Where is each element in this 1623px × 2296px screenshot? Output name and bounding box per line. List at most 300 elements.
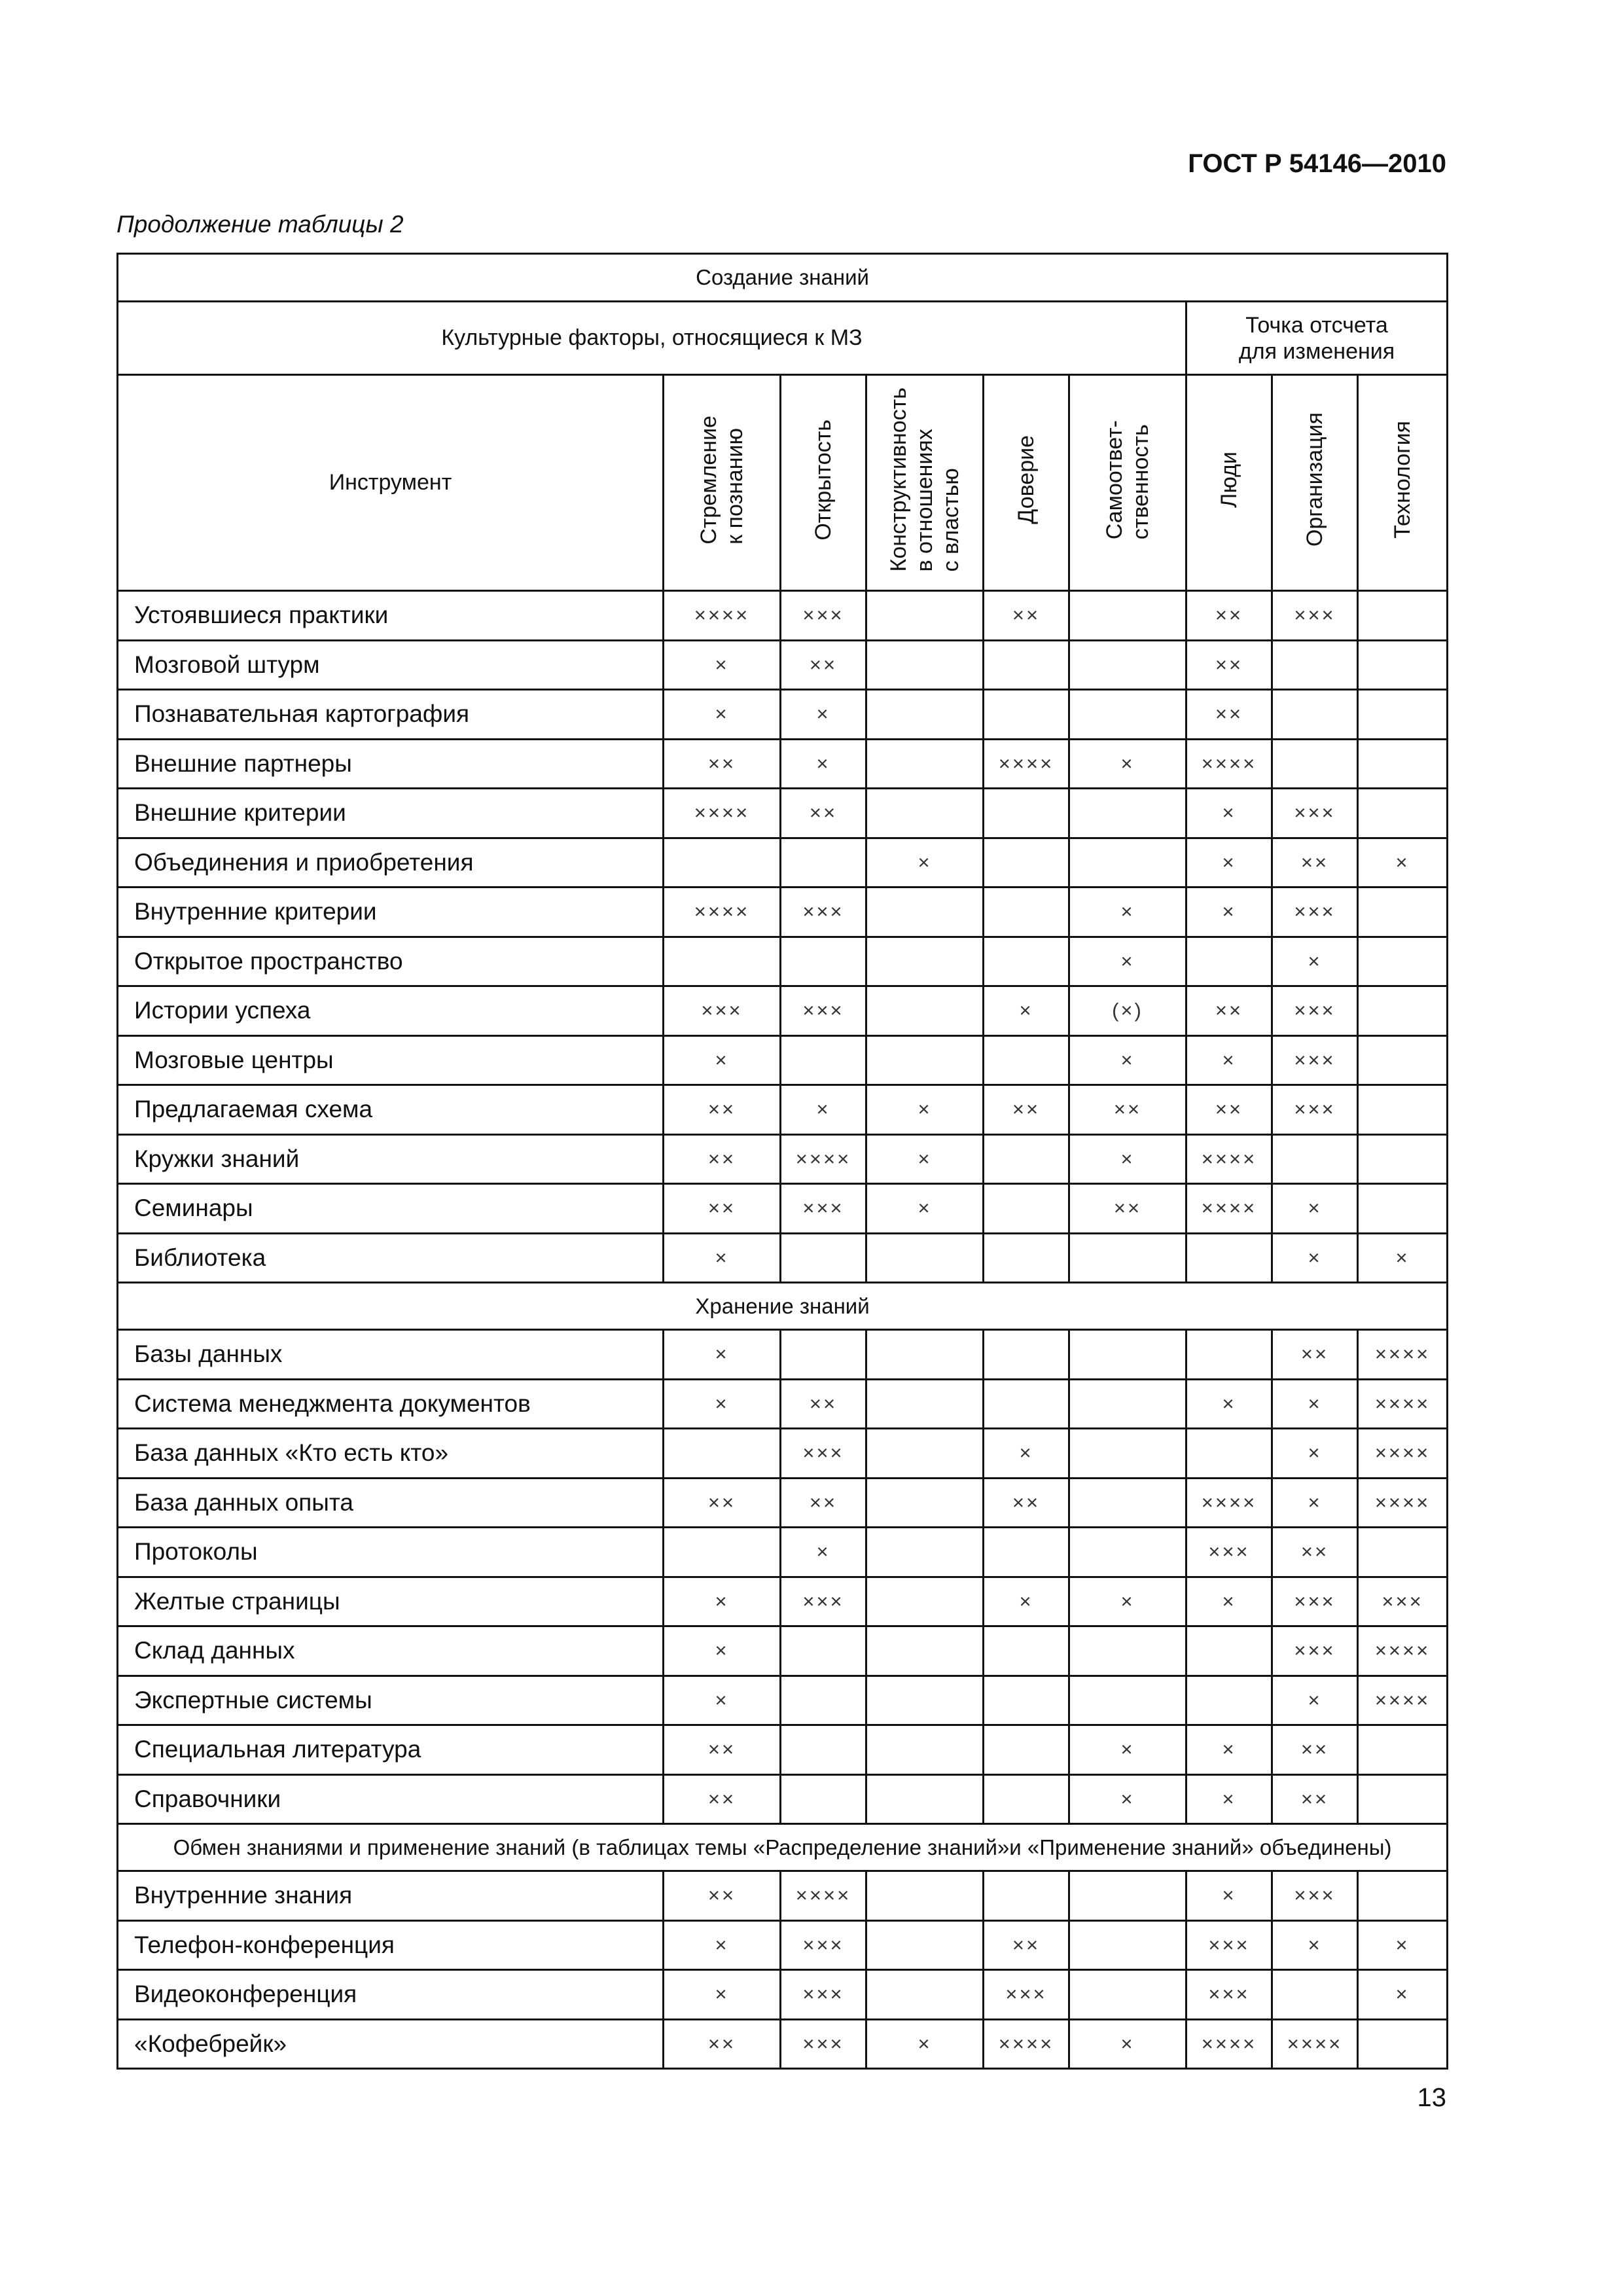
table-row — [118, 1626, 1448, 1676]
table-row — [118, 838, 1448, 888]
rating-cell: ××× — [984, 1970, 1069, 2020]
rating-cell — [984, 888, 1069, 937]
rating-cell: × — [1272, 1920, 1358, 1970]
rating-cell: × — [781, 690, 866, 740]
rating-cell — [984, 937, 1069, 986]
rating-cell — [1358, 640, 1448, 690]
rating-cell: × — [1272, 1184, 1358, 1234]
rating-cell: × — [664, 1920, 781, 1970]
rating-cell — [866, 1626, 984, 1676]
instrument-name: Истории успеха — [118, 986, 664, 1036]
table-row — [118, 1528, 1448, 1577]
rating-cell: × — [1186, 838, 1272, 888]
rating-cell — [1069, 1330, 1186, 1380]
rating-cell — [1358, 1085, 1448, 1135]
rating-cell: × — [664, 1233, 781, 1283]
rating-cell: ×× — [664, 1085, 781, 1135]
rating-cell: ×× — [664, 739, 781, 789]
rating-cell — [1069, 1626, 1186, 1676]
rating-cell: ×××× — [1358, 1626, 1448, 1676]
table-row — [118, 1676, 1448, 1725]
rating-cell: × — [984, 986, 1069, 1036]
instrument-name: Внутренние знания — [118, 1871, 664, 1921]
rating-cell: ××× — [1272, 591, 1358, 641]
table-row — [118, 1774, 1448, 1824]
section-row-storage — [118, 1283, 1448, 1330]
rating-cell: × — [1186, 1379, 1272, 1429]
rating-cell — [1358, 888, 1448, 937]
column-header: Организация — [1272, 375, 1358, 591]
rating-cell — [866, 1429, 984, 1479]
rating-cell: × — [1358, 1233, 1448, 1283]
rating-cell: ×××× — [1358, 1478, 1448, 1528]
rating-cell: ××× — [664, 986, 781, 1036]
rating-cell — [1186, 1330, 1272, 1380]
rating-cell — [1069, 1478, 1186, 1528]
instrument-name: Открытое пространство — [118, 937, 664, 986]
instrument-name: Кружки знаний — [118, 1134, 664, 1184]
table-row — [118, 1330, 1448, 1380]
rating-cell — [1186, 937, 1272, 986]
rating-cell: × — [664, 1379, 781, 1429]
rating-cell: ×× — [1272, 1330, 1358, 1380]
rating-cell: ××× — [1272, 1577, 1358, 1626]
instrument-name: Внутренние критерии — [118, 888, 664, 937]
table-row — [118, 789, 1448, 838]
rating-cell: × — [1272, 1478, 1358, 1528]
rating-cell — [984, 1676, 1069, 1725]
rating-cell — [1069, 789, 1186, 838]
rating-cell — [866, 986, 984, 1036]
instrument-name: Желтые страницы — [118, 1577, 664, 1626]
rating-cell — [781, 838, 866, 888]
rating-cell: ×××× — [1186, 1184, 1272, 1234]
rating-cell — [1272, 1134, 1358, 1184]
rating-cell: × — [664, 1970, 781, 2020]
rating-cell: ×× — [781, 640, 866, 690]
rating-cell — [984, 1233, 1069, 1283]
table-row — [118, 1429, 1448, 1479]
rating-cell: × — [1186, 1577, 1272, 1626]
group-header-row — [118, 302, 1448, 375]
rating-cell: × — [1186, 789, 1272, 838]
rating-cell — [866, 690, 984, 740]
instrument-name: Экспертные системы — [118, 1676, 664, 1725]
tools-table — [116, 253, 1448, 2070]
rating-cell: ××× — [1272, 1626, 1358, 1676]
rating-cell: ×××× — [1358, 1676, 1448, 1725]
rating-cell: × — [866, 1085, 984, 1135]
rating-cell — [866, 1330, 984, 1380]
rating-cell — [984, 1774, 1069, 1824]
rating-cell: ×××× — [664, 789, 781, 838]
rating-cell: ×× — [1272, 1774, 1358, 1824]
rating-cell: ××× — [1186, 1920, 1272, 1970]
rating-cell — [1186, 1626, 1272, 1676]
rating-cell: ×× — [664, 1134, 781, 1184]
rating-cell: ×××× — [664, 591, 781, 641]
rating-cell: (×) — [1069, 986, 1186, 1036]
rating-cell: × — [1069, 1774, 1186, 1824]
rating-cell: ×× — [664, 1774, 781, 1824]
instrument-header: Инструмент — [118, 375, 664, 591]
rating-cell: ×××× — [1358, 1330, 1448, 1380]
table-row — [118, 2019, 1448, 2069]
rating-cell — [1069, 640, 1186, 690]
instrument-name: Базы данных — [118, 1330, 664, 1380]
rating-cell — [781, 1676, 866, 1725]
rating-cell — [984, 838, 1069, 888]
rating-cell: ×××× — [1272, 2019, 1358, 2069]
rating-cell: × — [1272, 1429, 1358, 1479]
rating-cell: ×××× — [781, 1871, 866, 1921]
rating-cell: ××× — [1358, 1577, 1448, 1626]
rating-cell — [1358, 1725, 1448, 1775]
rating-cell: × — [1358, 1920, 1448, 1970]
rating-cell — [1069, 1429, 1186, 1479]
table-row — [118, 1725, 1448, 1775]
rating-cell — [866, 1035, 984, 1085]
rating-cell — [1069, 690, 1186, 740]
rating-cell: ××× — [781, 888, 866, 937]
rating-cell: × — [1272, 1379, 1358, 1429]
table-row — [118, 1085, 1448, 1135]
rating-cell: ×× — [984, 1085, 1069, 1135]
rating-cell: × — [1272, 1676, 1358, 1725]
rating-cell — [984, 1725, 1069, 1775]
rating-cell: ×××× — [984, 2019, 1069, 2069]
instrument-name: Мозговой штурм — [118, 640, 664, 690]
table-row — [118, 1379, 1448, 1429]
rating-cell: ××× — [1272, 1871, 1358, 1921]
section-title-storage: Хранение знаний — [118, 1283, 1448, 1330]
rating-cell: ×× — [1186, 690, 1272, 740]
rating-cell — [1358, 591, 1448, 641]
rating-cell — [866, 1379, 984, 1429]
instrument-name: Справочники — [118, 1774, 664, 1824]
rating-cell — [984, 1134, 1069, 1184]
rating-cell: × — [1358, 838, 1448, 888]
table-row — [118, 986, 1448, 1036]
table-row — [118, 888, 1448, 937]
rating-cell: × — [1069, 1725, 1186, 1775]
rating-cell — [866, 1478, 984, 1528]
instrument-name: Устоявшиеся практики — [118, 591, 664, 641]
column-header: Самоответ- ственность — [1069, 375, 1186, 591]
rating-cell — [664, 838, 781, 888]
rating-cell — [984, 1528, 1069, 1577]
rating-cell: ×× — [1272, 838, 1358, 888]
section-title-creation: Создание знаний — [118, 254, 1448, 302]
column-header: Конструктивность в отношениях с властью — [866, 375, 984, 591]
rating-cell: × — [1069, 1035, 1186, 1085]
rating-cell — [984, 640, 1069, 690]
instrument-name: Семинары — [118, 1184, 664, 1234]
instrument-name: Телефон-конференция — [118, 1920, 664, 1970]
table-row — [118, 1970, 1448, 2020]
rating-cell — [1069, 1379, 1186, 1429]
rating-cell: ××× — [781, 1577, 866, 1626]
instrument-name: Видеоконференция — [118, 1970, 664, 2020]
rating-cell: × — [1186, 888, 1272, 937]
rating-cell: ×××× — [1186, 1478, 1272, 1528]
rating-cell — [866, 640, 984, 690]
column-header: Стремление к познанию — [664, 375, 781, 591]
rating-cell — [664, 937, 781, 986]
rating-cell: × — [1069, 937, 1186, 986]
rating-cell — [984, 1184, 1069, 1234]
rating-cell: × — [781, 1085, 866, 1135]
rating-cell: × — [781, 739, 866, 789]
rating-cell: ××× — [1272, 789, 1358, 838]
rating-cell — [866, 937, 984, 986]
rating-cell — [1358, 1134, 1448, 1184]
section-title-exchange: Обмен знаниями и применение знаний (в таблицах темы «Распределение знаний»и «Применение знаний» объединены) — [118, 1824, 1448, 1871]
instrument-name: База данных «Кто есть кто» — [118, 1429, 664, 1479]
table-caption: Продолжение таблицы 2 — [116, 211, 404, 238]
instrument-name: Мозговые центры — [118, 1035, 664, 1085]
rating-cell: ×× — [664, 1725, 781, 1775]
rating-cell: ××× — [781, 2019, 866, 2069]
rating-cell: × — [866, 1134, 984, 1184]
rating-cell: ×× — [1186, 591, 1272, 641]
document-code: ГОСТ Р 54146—2010 — [1188, 149, 1446, 178]
rating-cell: ×××× — [1358, 1379, 1448, 1429]
instrument-name: Библиотека — [118, 1233, 664, 1283]
rating-cell: × — [1186, 1725, 1272, 1775]
rating-cell: × — [1358, 1970, 1448, 2020]
rating-cell — [1358, 986, 1448, 1036]
table-row — [118, 1478, 1448, 1528]
rating-cell: ××× — [1272, 1085, 1358, 1135]
rating-cell — [866, 888, 984, 937]
table-row — [118, 739, 1448, 789]
rating-cell: ×× — [664, 2019, 781, 2069]
rating-cell — [984, 789, 1069, 838]
rating-cell — [781, 1035, 866, 1085]
table-row — [118, 937, 1448, 986]
column-header: Доверие — [984, 375, 1069, 591]
rating-cell — [1358, 789, 1448, 838]
rating-cell — [1069, 1970, 1186, 2020]
rating-cell: ××× — [781, 986, 866, 1036]
rating-cell: ×××× — [1186, 739, 1272, 789]
rating-cell — [866, 1871, 984, 1921]
instrument-name: Внешние критерии — [118, 789, 664, 838]
rating-cell — [781, 1330, 866, 1380]
column-header: Технология — [1358, 375, 1448, 591]
rating-cell: × — [1186, 1035, 1272, 1085]
table-row — [118, 591, 1448, 641]
rating-cell: ×× — [1069, 1085, 1186, 1135]
rating-cell — [781, 1774, 866, 1824]
instrument-name: База данных опыта — [118, 1478, 664, 1528]
rating-cell: ×× — [664, 1871, 781, 1921]
page-number: 13 — [1417, 2083, 1446, 2112]
rating-cell: ××× — [781, 1184, 866, 1234]
table-row — [118, 690, 1448, 740]
rating-cell — [781, 937, 866, 986]
rating-cell — [664, 1528, 781, 1577]
rating-cell — [1186, 1676, 1272, 1725]
rating-cell — [1069, 1871, 1186, 1921]
rating-cell — [1069, 1528, 1186, 1577]
instrument-name: Объединения и приобретения — [118, 838, 664, 888]
rating-cell: × — [1069, 1577, 1186, 1626]
group-header-cultural: Культурные факторы, относящиеся к МЗ — [118, 302, 1186, 375]
rating-cell: × — [664, 1577, 781, 1626]
rating-cell: ×× — [984, 1920, 1069, 1970]
table-row — [118, 1871, 1448, 1921]
rating-cell: ×××× — [1186, 1134, 1272, 1184]
rating-cell — [866, 1528, 984, 1577]
rating-cell — [1272, 1970, 1358, 2020]
rating-cell: ××× — [781, 1970, 866, 2020]
rating-cell — [1069, 1920, 1186, 1970]
rating-cell: × — [866, 2019, 984, 2069]
rating-cell: × — [1069, 888, 1186, 937]
rating-cell: ×× — [1272, 1725, 1358, 1775]
rating-cell — [1069, 838, 1186, 888]
rating-cell: ×××× — [664, 888, 781, 937]
rating-cell — [866, 1774, 984, 1824]
rating-cell — [1358, 1774, 1448, 1824]
rating-cell: ××× — [1272, 888, 1358, 937]
column-header: Открытость — [781, 375, 866, 591]
rating-cell: × — [664, 640, 781, 690]
table-row — [118, 1920, 1448, 1970]
rating-cell: × — [984, 1577, 1069, 1626]
instrument-name: Специальная литература — [118, 1725, 664, 1775]
rating-cell — [781, 1233, 866, 1283]
group-header-change: Точка отсчета для изменения — [1186, 302, 1448, 375]
rating-cell: ×× — [781, 789, 866, 838]
table-row — [118, 1035, 1448, 1085]
rating-cell: × — [866, 1184, 984, 1234]
rating-cell: × — [1186, 1871, 1272, 1921]
rating-cell: ××× — [781, 1920, 866, 1970]
rating-cell: ×× — [664, 1478, 781, 1528]
rating-cell: × — [1186, 1774, 1272, 1824]
rating-cell — [866, 1233, 984, 1283]
rating-cell: ×× — [781, 1379, 866, 1429]
rating-cell — [984, 1035, 1069, 1085]
rating-cell — [1069, 591, 1186, 641]
rating-cell — [1272, 739, 1358, 789]
section-row-exchange — [118, 1824, 1448, 1871]
rating-cell — [1069, 1233, 1186, 1283]
table-row — [118, 1184, 1448, 1234]
rating-cell — [1186, 1233, 1272, 1283]
rating-cell — [866, 591, 984, 641]
instrument-name: Познавательная картография — [118, 690, 664, 740]
rating-cell: ×× — [781, 1478, 866, 1528]
rating-cell: ×× — [984, 591, 1069, 641]
rating-cell: ×××× — [984, 739, 1069, 789]
rating-cell: × — [1069, 1134, 1186, 1184]
rating-cell — [1358, 937, 1448, 986]
rating-cell — [866, 789, 984, 838]
rating-cell: × — [781, 1528, 866, 1577]
rating-cell — [984, 1379, 1069, 1429]
rating-cell: ×××× — [1186, 2019, 1272, 2069]
rating-cell — [1358, 1871, 1448, 1921]
rating-cell: ×× — [984, 1478, 1069, 1528]
rating-cell — [1358, 1184, 1448, 1234]
column-header: Люди — [1186, 375, 1272, 591]
rating-cell — [866, 1725, 984, 1775]
rating-cell — [781, 1626, 866, 1676]
table-row — [118, 1233, 1448, 1283]
rating-cell: × — [664, 690, 781, 740]
rating-cell: × — [664, 1330, 781, 1380]
rating-cell — [984, 1871, 1069, 1921]
rating-cell: ×××× — [1358, 1429, 1448, 1479]
instrument-name: Предлагаемая схема — [118, 1085, 664, 1135]
column-header-row — [118, 375, 1448, 591]
rating-cell — [866, 1676, 984, 1725]
rating-cell — [866, 1970, 984, 2020]
rating-cell: × — [664, 1676, 781, 1725]
rating-cell — [664, 1429, 781, 1479]
rating-cell — [1358, 1035, 1448, 1085]
rating-cell: ×××× — [781, 1134, 866, 1184]
rating-cell: × — [664, 1626, 781, 1676]
rating-cell — [1358, 1528, 1448, 1577]
rating-cell: × — [866, 838, 984, 888]
instrument-name: «Кофебрейк» — [118, 2019, 664, 2069]
rating-cell: × — [664, 1035, 781, 1085]
rating-cell — [1272, 690, 1358, 740]
instrument-name: Внешние партнеры — [118, 739, 664, 789]
rating-cell: ××× — [1272, 1035, 1358, 1085]
rating-cell — [866, 739, 984, 789]
table-row — [118, 640, 1448, 690]
table-row — [118, 1577, 1448, 1626]
rating-cell — [984, 690, 1069, 740]
rating-cell: × — [1069, 739, 1186, 789]
rating-cell: ××× — [781, 1429, 866, 1479]
rating-cell: ×× — [1069, 1184, 1186, 1234]
instrument-name: Система менеджмента документов — [118, 1379, 664, 1429]
rating-cell — [1186, 1429, 1272, 1479]
rating-cell: ×× — [1272, 1528, 1358, 1577]
rating-cell — [781, 1725, 866, 1775]
instrument-name: Склад данных — [118, 1626, 664, 1676]
rating-cell: ×× — [1186, 640, 1272, 690]
rating-cell: × — [1272, 937, 1358, 986]
rating-cell — [1069, 1676, 1186, 1725]
table-row — [118, 1134, 1448, 1184]
rating-cell — [1272, 640, 1358, 690]
rating-cell — [866, 1577, 984, 1626]
rating-cell: ××× — [1186, 1528, 1272, 1577]
rating-cell — [984, 1330, 1069, 1380]
rating-cell: × — [1069, 2019, 1186, 2069]
rating-cell: ×× — [1186, 986, 1272, 1036]
rating-cell: ××× — [1272, 986, 1358, 1036]
rating-cell: ××× — [781, 591, 866, 641]
rating-cell — [984, 1626, 1069, 1676]
rating-cell — [1358, 690, 1448, 740]
rating-cell: × — [1272, 1233, 1358, 1283]
rating-cell: × — [984, 1429, 1069, 1479]
rating-cell: ×× — [664, 1184, 781, 1234]
instrument-name: Протоколы — [118, 1528, 664, 1577]
rating-cell — [1358, 739, 1448, 789]
rating-cell — [866, 1920, 984, 1970]
rating-cell: ××× — [1186, 1970, 1272, 2020]
